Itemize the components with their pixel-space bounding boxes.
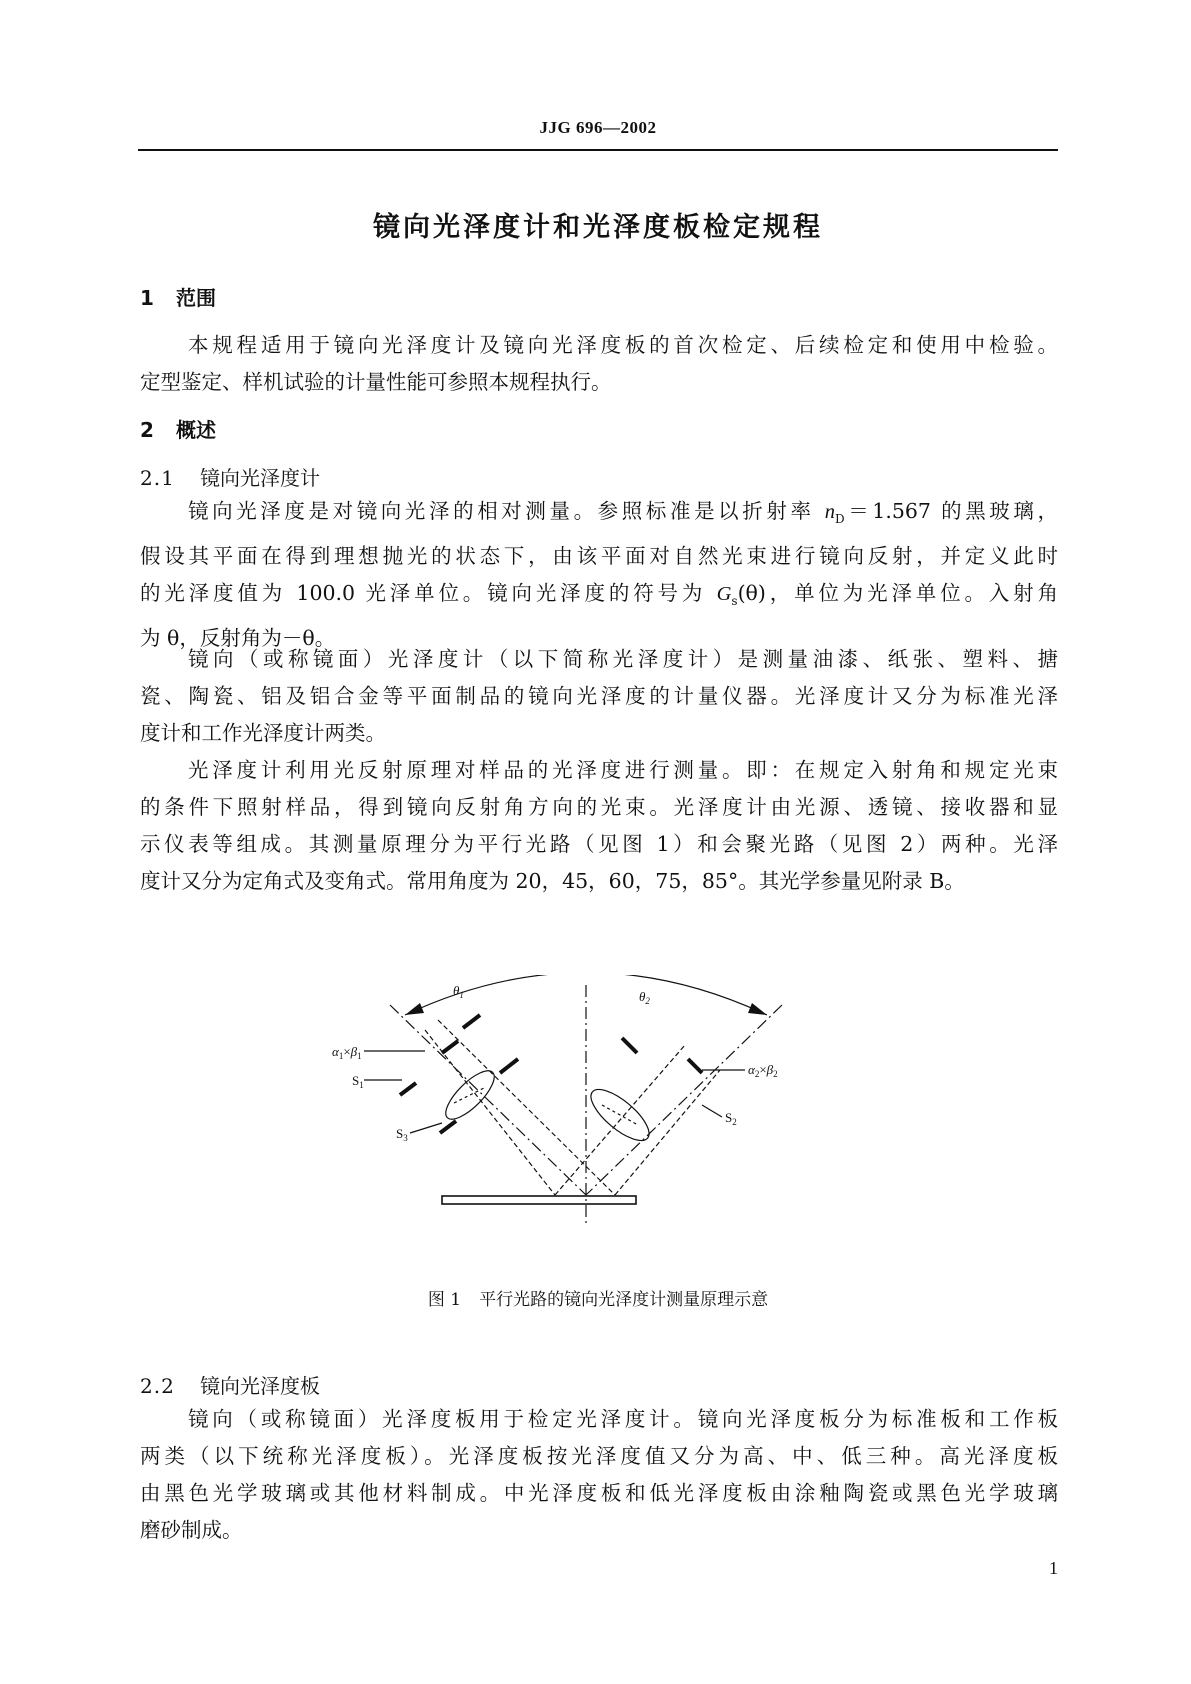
symbol-G: G [716, 583, 732, 606]
incident-ray [438, 1020, 615, 1195]
paragraph-line: 为 θ，反射角为－θ。 [140, 626, 336, 651]
label-text: α [332, 1044, 339, 1059]
subsection-number: 2.2 [140, 1374, 175, 1398]
label-S3 [396, 1126, 408, 1143]
paragraph-line: 由黑色光学玻璃或其他材料制成。中光泽度板和低光泽度板由涂釉陶瓷或黑色光学玻璃 [140, 1481, 1058, 1505]
text-run: 镜向光泽度是对镜向光泽的相对测量。参照标准是以折射率 [188, 499, 815, 523]
label-theta2 [639, 989, 650, 1006]
figure-1-caption [138, 1285, 1058, 1310]
label-subscript: 2 [645, 996, 650, 1006]
paragraph-line: 光泽度计利用光反射原理对样品的光泽度进行测量。即：在规定入射角和规定光束 [188, 758, 1058, 782]
subsection-number: 2.1 [140, 466, 175, 490]
subscript-D: D [834, 512, 845, 527]
label-subscript: 2 [732, 1117, 737, 1127]
paragraph-line: 示仪表等组成。其测量原理分为平行光路（见图 1）和会聚光路（见图 2）两种。光泽 [140, 832, 1058, 856]
figure-caption-text: 平行光路的镜向光泽度计测量原理示意 [479, 1290, 769, 1310]
label-subscript: 1 [459, 990, 464, 1000]
subsection-2-2-heading [140, 1370, 320, 1399]
paragraph-line: 镜向（或称镜面）光泽度计（以下简称光泽度计）是测量油漆、纸张、塑料、搪 [188, 647, 1058, 671]
aperture-plate [442, 1041, 458, 1053]
label-text: × [759, 1062, 767, 1077]
label-text: α [748, 1062, 755, 1077]
subsection-2-1-paragraph-1 [140, 493, 1058, 657]
label-text: S [352, 1073, 360, 1088]
paragraph-line: 的条件下照射样品，得到镜向反射角方向的光束。光泽度计由光源、透镜、接收器和显 [140, 795, 1058, 819]
text-run: 的光泽度值为 100.0 光泽单位。镜向光泽度的符号为 [140, 581, 707, 606]
document-title: 镜向光泽度计和光泽度板检定规程 [373, 212, 823, 243]
label-text: β [766, 1062, 774, 1077]
subsection-2-2-paragraph [140, 1401, 1058, 1549]
text-run: ＝1.567 的黑玻璃， [844, 499, 1058, 523]
label-text: S [396, 1126, 404, 1141]
section-number: 1 [140, 286, 154, 310]
label-theta1 [453, 983, 464, 1000]
label-alpha2-beta2 [748, 1062, 778, 1079]
reflected-ray [615, 1070, 720, 1195]
paragraph-line: 度计和工作光泽度计两类。 [140, 721, 386, 745]
header-rule [138, 149, 1058, 151]
figure-1-diagram [330, 975, 870, 1260]
reflected-axis-line [586, 1005, 782, 1195]
label-subscript: 2 [754, 1069, 760, 1079]
text-run: (θ)，单位为光泽单位。入射角 [737, 581, 1058, 606]
incident-ray [425, 1030, 555, 1195]
label-subscript: 1 [359, 1080, 364, 1090]
paragraph-line [140, 493, 1058, 538]
symbol-n: n [824, 501, 835, 523]
reflected-ray [555, 1045, 685, 1195]
label-text: θ [453, 983, 460, 998]
paragraph-line: 瓷、陶瓷、铝及铝合金等平面制品的镜向光泽度的计量仪器。光泽度计又分为标准光泽 [140, 684, 1058, 708]
label-text: S [725, 1110, 733, 1125]
paragraph-line: 磨砂制成。 [140, 1518, 243, 1542]
leader-line [702, 1105, 722, 1117]
subscript-s: s [731, 594, 738, 609]
paragraph-line [140, 575, 1058, 620]
arc-arrowhead-left [405, 1003, 424, 1015]
page-number: 1 [1049, 1558, 1058, 1578]
subsection-title: 镜向光泽度板 [200, 1374, 320, 1398]
label-subscript: 1 [357, 1051, 362, 1061]
subsection-title: 镜向光泽度计 [200, 466, 320, 490]
aperture-plate [400, 1083, 416, 1095]
paragraph-line: 镜向（或称镜面）光泽度板用于检定光泽度计。镜向光泽度板分为标准板和工作板 [188, 1407, 1058, 1431]
label-text: β [350, 1044, 358, 1059]
paragraph-line: 本规程适用于镜向光泽度计及镜向光泽度板的首次检定、后续检定和使用中检验。 [188, 333, 1058, 357]
aperture-plate [622, 1038, 637, 1053]
subsection-2-1-paragraph-2 [140, 641, 1058, 752]
arc-arrowhead-right [748, 1003, 767, 1015]
section-1-heading [140, 282, 216, 311]
aperture-plate [440, 1121, 456, 1133]
aperture-plate [500, 1059, 518, 1073]
sample-plate [442, 1196, 636, 1204]
label-S2 [725, 1110, 737, 1127]
section-2-heading [140, 414, 216, 443]
label-subscript: 3 [403, 1133, 408, 1143]
paragraph-line: 定型鉴定、样机试验的计量性能可参照本规程执行。 [140, 370, 612, 394]
label-S1 [352, 1073, 364, 1090]
subsection-2-1-heading [140, 462, 320, 491]
section-title: 范围 [176, 286, 216, 310]
aperture-plate [463, 1015, 480, 1028]
figure-number: 图 1 [427, 1290, 462, 1310]
label-text: θ [639, 989, 646, 1004]
paragraph-line: 假设其平面在得到理想抛光的状态下，由该平面对自然光束进行镜向反射，并定义此时 [140, 544, 1058, 569]
section-1-paragraph [140, 327, 1058, 401]
paragraph-line: 度计又分为定角式及变角式。常用角度为 20，45，60，75，85°。其光学参量见附录 B。 [140, 869, 965, 893]
label-subscript: 2 [773, 1069, 778, 1079]
incident-axis-line [390, 1005, 586, 1195]
section-title: 概述 [176, 418, 216, 442]
aperture-plate [688, 1059, 702, 1073]
label-text: × [343, 1044, 351, 1059]
leader-line [410, 1123, 442, 1133]
label-alpha1-beta1 [332, 1044, 362, 1061]
subsection-2-1-paragraph-3 [140, 752, 1058, 900]
section-number: 2 [140, 418, 154, 442]
label-subscript: 1 [338, 1051, 344, 1061]
paragraph-line: 两类（以下统称光泽度板）。光泽度板按光泽度值又分为高、中、低三种。高光泽度板 [140, 1444, 1058, 1468]
running-header: JJG 696—2002 [539, 118, 657, 137]
